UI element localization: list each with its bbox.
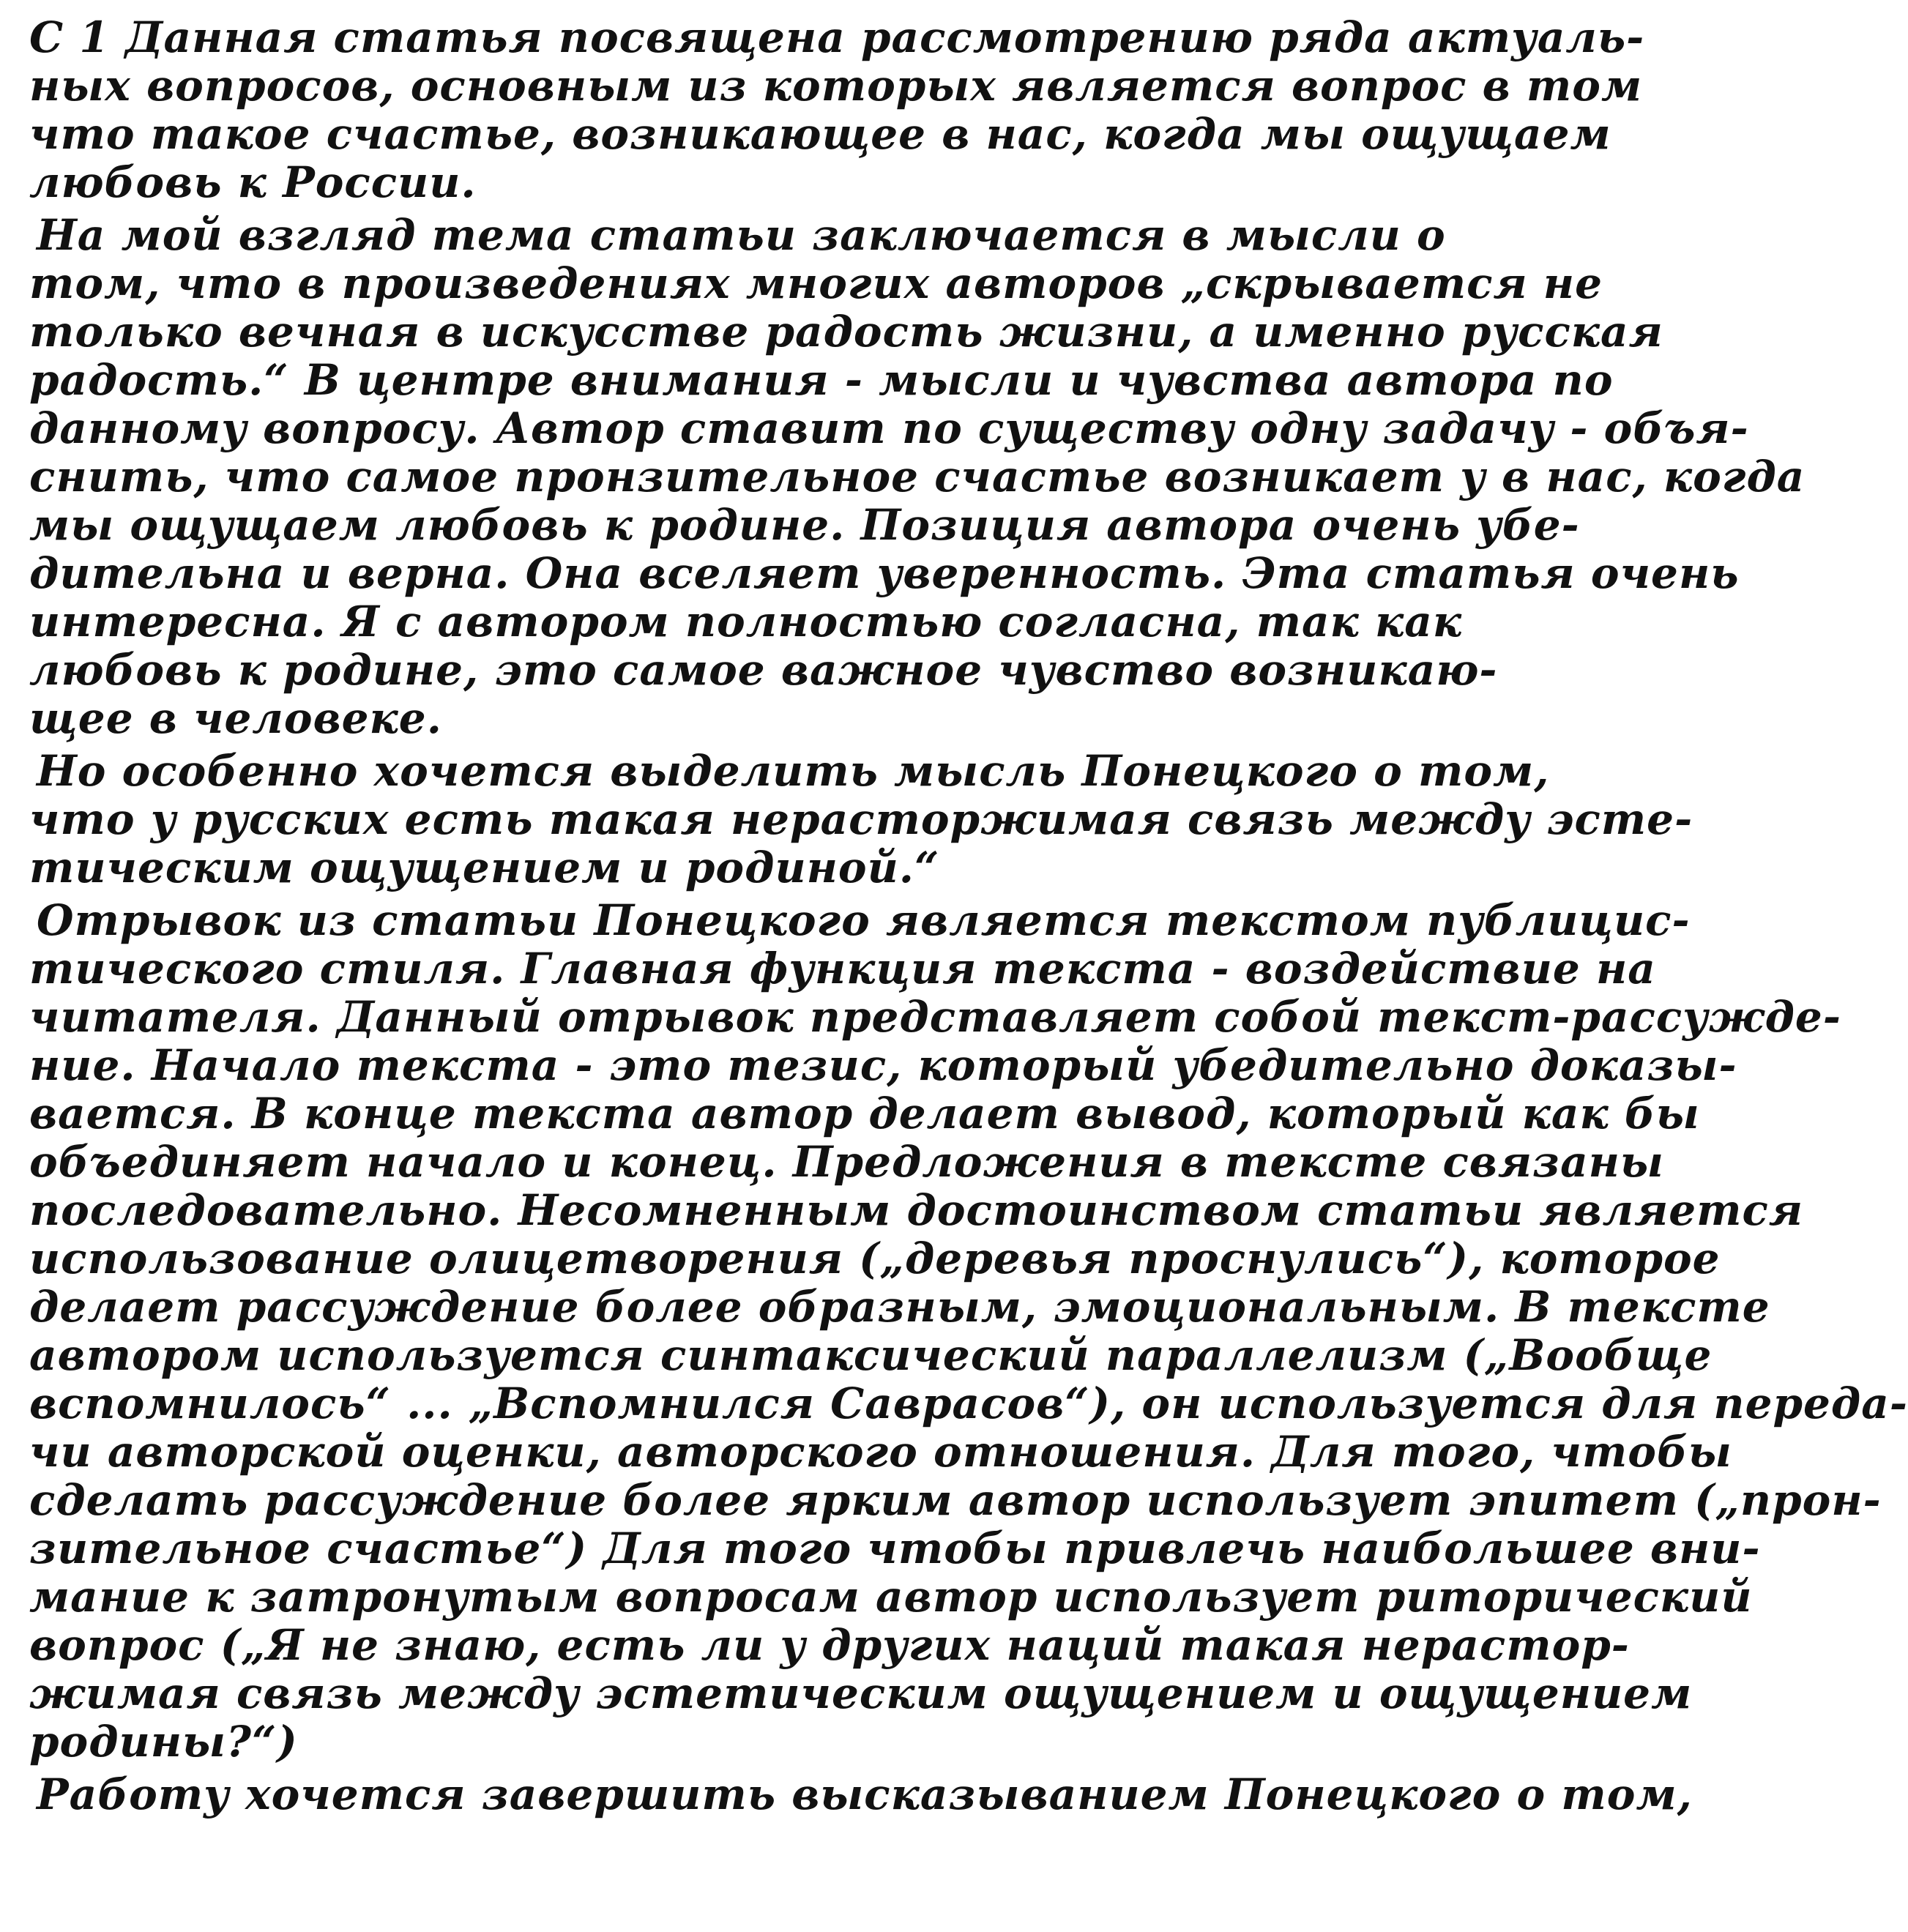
text-line: чи авторской оценки, авторского отношения. Для того, чтобы (29, 1427, 1732, 1477)
text-line: вспомнилось“ ... „Вспомнился Саврасов“), он используется для переда- (29, 1379, 1908, 1428)
text-line: что такое счастье, возникающее в нас, когда мы ощущаем (29, 109, 1611, 159)
text-line: радость.“ В центре внимания - мысли и чувства автора по (29, 355, 1614, 405)
text-line: тического стиля. Главная функция текста - воздействие на (29, 944, 1656, 993)
handwritten-text (29, 12, 1908, 1819)
text-line: данному вопросу. Автор ставит по существу одну задачу - объя- (29, 403, 1749, 453)
text-line: Работу хочется завершить высказыванием Понецкого о том, (37, 1769, 1693, 1819)
text-line: Но особенно хочется выделить мысль Понецкого о том, (37, 746, 1550, 796)
text-line: На мой взгляд тема статьи заключается в мысли о (37, 210, 1446, 260)
text-line: Отрывок из статьи Понецкого является текстом публицис- (37, 895, 1691, 945)
text-line: мы ощущаем любовь к родине. Позиция автора очень убе- (29, 500, 1580, 550)
text-line: вается. В конце текста автор делает вывод, который как бы (29, 1089, 1700, 1138)
text-line: читателя. Данный отрывок представляет собой текст-рассужде- (29, 992, 1841, 1042)
text-line: ние. Начало текста - это тезис, который убедительно доказы- (29, 1040, 1737, 1090)
text-line: С 1 Данная статья посвящена рассмотрению ряда актуаль- (29, 12, 1645, 62)
text-line: том, что в произведениях многих авторов „скрывается не (29, 258, 1603, 308)
text-line: вопрос („Я не знаю, есть ли у других наций такая нерастор- (29, 1620, 1630, 1670)
text-line: интересна. Я с автором полностью согласна, так как (29, 597, 1463, 646)
text-line: щее в человеке. (29, 693, 442, 743)
text-line: использование олицетворения („деревья проснулись“), которое (29, 1234, 1721, 1283)
text-line: мание к затронутым вопросам автор использует риторический (29, 1572, 1753, 1622)
text-line: только вечная в искусстве радость жизни, а именно русская (29, 307, 1663, 357)
text-line: что у русских есть такая нерасторжимая связь между эсте- (29, 794, 1693, 844)
text-line: сделать рассуждение более ярким автор использует эпитет („прон- (29, 1475, 1882, 1525)
text-line: автором используется синтаксический параллелизм („Вообще (29, 1330, 1713, 1380)
text-line: родины?“) (29, 1717, 298, 1767)
text-line: зительное счастье“) Для того чтобы привлечь наибольшее вни- (29, 1523, 1761, 1573)
text-line: жимая связь между эстетическим ощущением и ощущением (29, 1668, 1693, 1718)
text-line: объединяет начало и конец. Предложения в тексте связаны (29, 1137, 1664, 1187)
text-line: последовательно. Несомненным достоинством статьи является (29, 1185, 1803, 1235)
text-line: любовь к России. (29, 157, 477, 207)
text-line: делает рассуждение более образным, эмоциональным. В тексте (29, 1282, 1770, 1332)
text-line: дительна и верна. Она вселяет уверенность. Эта статья очень (29, 548, 1740, 598)
text-line: снить, что самое пронзительное счастье возникает у в нас, когда (29, 452, 1805, 501)
text-line: ных вопросов, основным из которых является вопрос в том (29, 61, 1643, 111)
text-line: любовь к родине, это самое важное чувство возникаю- (29, 645, 1498, 695)
text-line: тическим ощущением и родиной.“ (29, 843, 940, 892)
